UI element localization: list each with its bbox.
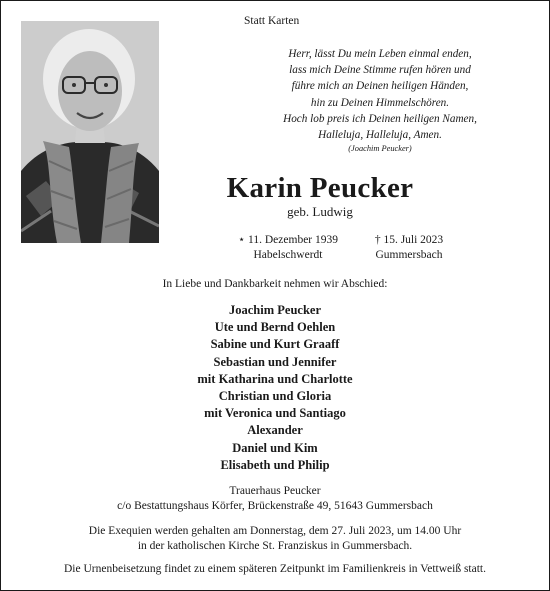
death-place: Gummersbach xyxy=(375,249,443,261)
mourners-list xyxy=(0,302,550,474)
mourner-name: Christian und Gloria xyxy=(218,389,332,404)
service-location: in der katholischen Kirche St. Franziskus in Gummersbach. xyxy=(137,540,413,552)
portrait-image xyxy=(21,21,159,243)
mourner-name: Daniel und Kim xyxy=(232,440,318,455)
portrait-photo xyxy=(21,21,159,243)
birth-place: Habelschwerdt xyxy=(253,249,323,261)
mourner-name: Sabine und Kurt Graaff xyxy=(210,337,340,352)
service-info xyxy=(0,524,550,554)
mourner-name: Alexander xyxy=(247,423,303,438)
poem-line: Hoch lob preis ich Deinen heiligen Namen, xyxy=(283,112,477,125)
deceased-name: Karin Peucker xyxy=(226,172,414,204)
funeral-home-street: c/o Bestattungshaus Körfer, Brückenstraße 49, 51643 Gummersbach xyxy=(117,500,433,512)
statt-karten-label: Statt Karten xyxy=(244,15,300,27)
mourner-name: mit Katharina und Charlotte xyxy=(197,371,353,386)
mourner-name: Ute und Bernd Oehlen xyxy=(214,320,336,335)
poem-line: führe mich an Deinen heiligen Händen, xyxy=(291,80,469,93)
mourner-name: mit Veronica und Santiago xyxy=(204,406,346,421)
birth-info xyxy=(228,233,348,263)
death-info xyxy=(354,233,464,263)
mourner-name: Joachim Peucker xyxy=(229,303,321,317)
poem-block xyxy=(250,46,510,154)
poem-line: Halleluja, Halleluja, Amen. xyxy=(318,129,442,142)
farewell-intro: In Liebe und Dankbarkeit nehmen wir Abschied: xyxy=(162,278,388,290)
poem-line: lass mich Deine Stimme rufen hören und xyxy=(289,64,471,77)
mourner-name: Sebastian und Jennifer xyxy=(213,354,337,369)
funeral-home-address xyxy=(0,484,550,514)
service-date: Die Exequien werden gehalten am Donnerstag, dem 27. Juli 2023, um 14.00 Uhr xyxy=(88,525,462,537)
funeral-home-name: Trauerhaus Peucker xyxy=(229,485,321,497)
urn-burial-note: Die Urnenbeisetzung findet zu einem späteren Zeitpunkt im Familienkreis in Vettweiß statt. xyxy=(64,563,486,575)
maiden-name: geb. Ludwig xyxy=(287,204,353,219)
mourner-name: Elisabeth und Philip xyxy=(220,457,330,472)
birth-date: ⋆ 11. Dezember 1939 xyxy=(237,234,339,246)
poem-credit: (Joachim Peucker) xyxy=(348,144,412,154)
poem-line: hin zu Deinen Himmelschören. xyxy=(310,96,450,109)
death-date: † 15. Juli 2023 xyxy=(374,234,444,246)
poem-line: Herr, lässt Du mein Leben einmal enden, xyxy=(288,48,472,60)
